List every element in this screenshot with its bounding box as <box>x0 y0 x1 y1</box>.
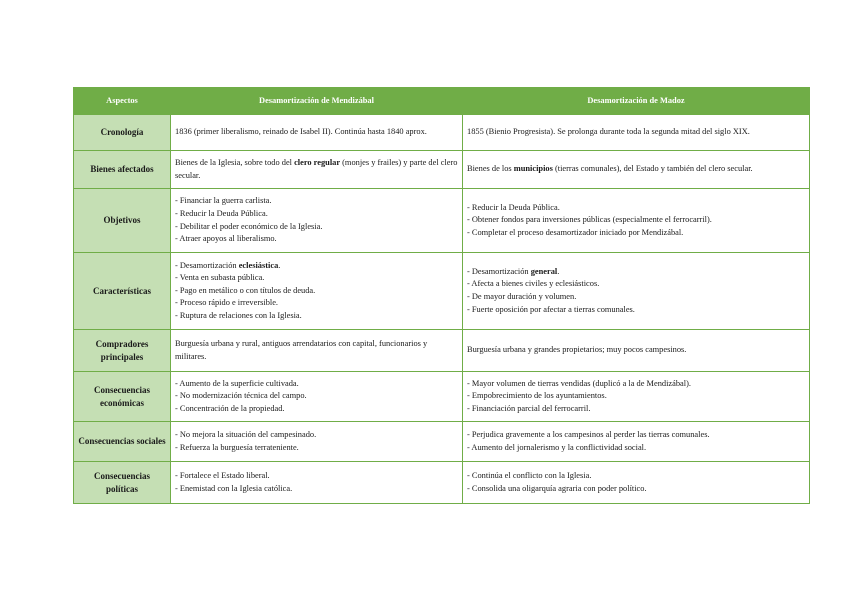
cell-line <box>467 291 805 304</box>
madoz-cell <box>463 115 810 151</box>
row-label: Consecuencias políticas <box>74 462 171 504</box>
text: Bienes de los <box>467 164 514 174</box>
text: - Aumento del jornalerismo y la conflictividad social. <box>467 442 647 452</box>
cell-line <box>467 266 805 279</box>
cell-line <box>175 126 458 139</box>
text: - Enemistad con la Iglesia católica. <box>175 483 293 493</box>
text: - Empobrecimiento de los ayuntamientos. <box>467 391 607 401</box>
table-row <box>74 422 810 462</box>
cell-line <box>175 310 458 323</box>
text: Burguesía urbana y grandes propietarios; muy pocos campesinos. <box>467 345 687 355</box>
text: - No mejora la situación del campesinado. <box>175 429 317 439</box>
mendizabal-cell <box>171 253 463 330</box>
cell-line <box>175 470 458 483</box>
cell-line <box>175 442 458 455</box>
text: - Continúa el conflicto con la Iglesia. <box>467 470 592 480</box>
header-aspectos: Aspectos <box>74 88 171 115</box>
text: - Ruptura de relaciones con la Iglesia. <box>175 310 302 320</box>
text: - Perjudica gravemente a los campesinos al perder las tierras comunales. <box>467 429 710 439</box>
bold-text: general <box>530 266 558 276</box>
text: - Pago en metálico o con títulos de deuda. <box>175 285 316 295</box>
table-row <box>74 253 810 330</box>
cell-line <box>467 442 805 455</box>
cell-line <box>467 403 805 416</box>
bold-text: clero regular <box>294 157 341 167</box>
row-label: Compradores principales <box>74 330 171 372</box>
row-label: Características <box>74 253 171 330</box>
text: . <box>278 260 281 270</box>
madoz-cell <box>463 151 810 189</box>
cell-line <box>467 378 805 391</box>
text: - Afecta a bienes civiles y eclesiásticos. <box>467 279 600 289</box>
cell-line <box>175 208 458 221</box>
cell-line <box>467 202 805 215</box>
comparison-table-wrapper <box>73 87 809 504</box>
cell-line <box>175 221 458 234</box>
cell-line <box>467 390 805 403</box>
cell-line <box>175 429 458 442</box>
table-row <box>74 115 810 151</box>
table-row <box>74 189 810 253</box>
text: 1855 (Bienio Progresista). Se prolonga durante toda la segunda mitad del siglo XIX. <box>467 127 750 137</box>
row-label: Consecuencias sociales <box>74 422 171 462</box>
header-mendizabal: Desamortización de Mendizábal <box>171 88 463 115</box>
text: - Financiación parcial del ferrocarril. <box>467 403 591 413</box>
cell-line <box>467 483 805 496</box>
cell-line <box>175 260 458 273</box>
text: - Reducir la Deuda Pública. <box>467 202 560 212</box>
text: - Fuerte oposición por afectar a tierras comunales. <box>467 304 635 314</box>
mendizabal-cell <box>171 372 463 422</box>
madoz-cell <box>463 462 810 504</box>
text: - Concentración de la propiedad. <box>175 403 285 413</box>
cell-line <box>175 338 458 363</box>
text: - Consolida una oligarquía agraria con poder político. <box>467 483 647 493</box>
cell-line <box>467 470 805 483</box>
table-row <box>74 151 810 189</box>
cell-line <box>175 403 458 416</box>
text: - Completar el proceso desamortizador iniciado por Mendizábal. <box>467 227 684 237</box>
madoz-cell <box>463 189 810 253</box>
text: - Financiar la guerra carlista. <box>175 196 272 206</box>
text: - De mayor duración y volumen. <box>467 292 577 301</box>
header-madoz: Desamortización de Madoz <box>463 88 810 115</box>
text: (monjes y frailes) y parte del clero secular. <box>175 157 458 180</box>
mendizabal-cell <box>171 462 463 504</box>
cell-line <box>175 483 458 496</box>
cell-line <box>175 390 458 403</box>
table-row <box>74 462 810 504</box>
cell-line <box>467 429 805 442</box>
text: - Desamortización <box>467 266 531 276</box>
mendizabal-cell <box>171 115 463 151</box>
cell-line <box>467 304 805 317</box>
mendizabal-cell <box>171 189 463 253</box>
text: 1836 (primer liberalismo, reinado de Isabel II). Continúa hasta 1840 aprox. <box>175 127 427 137</box>
text: - Mayor volumen de tierras vendidas (duplicó a la de Mendizábal). <box>467 378 691 388</box>
cell-line <box>467 163 805 176</box>
cell-line <box>467 344 805 357</box>
row-label: Bienes afectados <box>74 151 171 189</box>
cell-line <box>175 272 458 285</box>
row-label: Consecuencias económicas <box>74 372 171 422</box>
text: Burguesía urbana y rural, antiguos arrendatarios con capital, funcionarios y militares. <box>175 338 428 361</box>
text: Bienes de la Iglesia, sobre todo del <box>175 157 295 167</box>
text: - Atraer apoyos al liberalismo. <box>175 234 277 244</box>
mendizabal-cell <box>171 330 463 372</box>
text: - Reducir la Deuda Pública. <box>175 208 268 218</box>
comparison-table <box>73 87 810 504</box>
cell-line <box>175 195 458 208</box>
madoz-cell <box>463 372 810 422</box>
madoz-cell <box>463 330 810 372</box>
text: - Debilitar el poder económico de la Iglesia. <box>175 221 323 231</box>
row-label: Objetivos <box>74 189 171 253</box>
cell-line <box>175 378 458 391</box>
cell-line <box>467 278 805 291</box>
cell-line <box>175 233 458 246</box>
text: - Proceso rápido e irreversible. <box>175 298 279 308</box>
cell-line <box>175 297 458 310</box>
row-label: Cronología <box>74 115 171 151</box>
cell-line <box>175 285 458 298</box>
mendizabal-cell <box>171 422 463 462</box>
cell-line <box>467 214 805 227</box>
cell-line <box>467 126 805 139</box>
text: - Venta en subasta pública. <box>175 273 265 283</box>
madoz-cell <box>463 422 810 462</box>
text: - Desamortización <box>175 260 239 270</box>
text: (tierras comunales), del Estado y también del clero secular. <box>552 164 753 174</box>
table-row <box>74 330 810 372</box>
text: - No modernización técnica del campo. <box>175 391 307 401</box>
text: - Aumento de la superficie cultivada. <box>175 378 299 388</box>
bold-text: municipios <box>513 164 553 174</box>
text: - Obtener fondos para inversiones públicas (especialmente el ferrocarril). <box>467 215 712 225</box>
cell-line <box>175 157 458 182</box>
text: - Fortalece el Estado liberal. <box>175 470 270 480</box>
cell-line <box>467 227 805 240</box>
madoz-cell <box>463 253 810 330</box>
bold-text: eclesiástica <box>238 260 279 270</box>
text: . <box>557 266 560 276</box>
table-row <box>74 372 810 422</box>
text: - Refuerza la burguesía terrateniente. <box>175 442 299 452</box>
table-header-row <box>74 88 810 115</box>
mendizabal-cell <box>171 151 463 189</box>
